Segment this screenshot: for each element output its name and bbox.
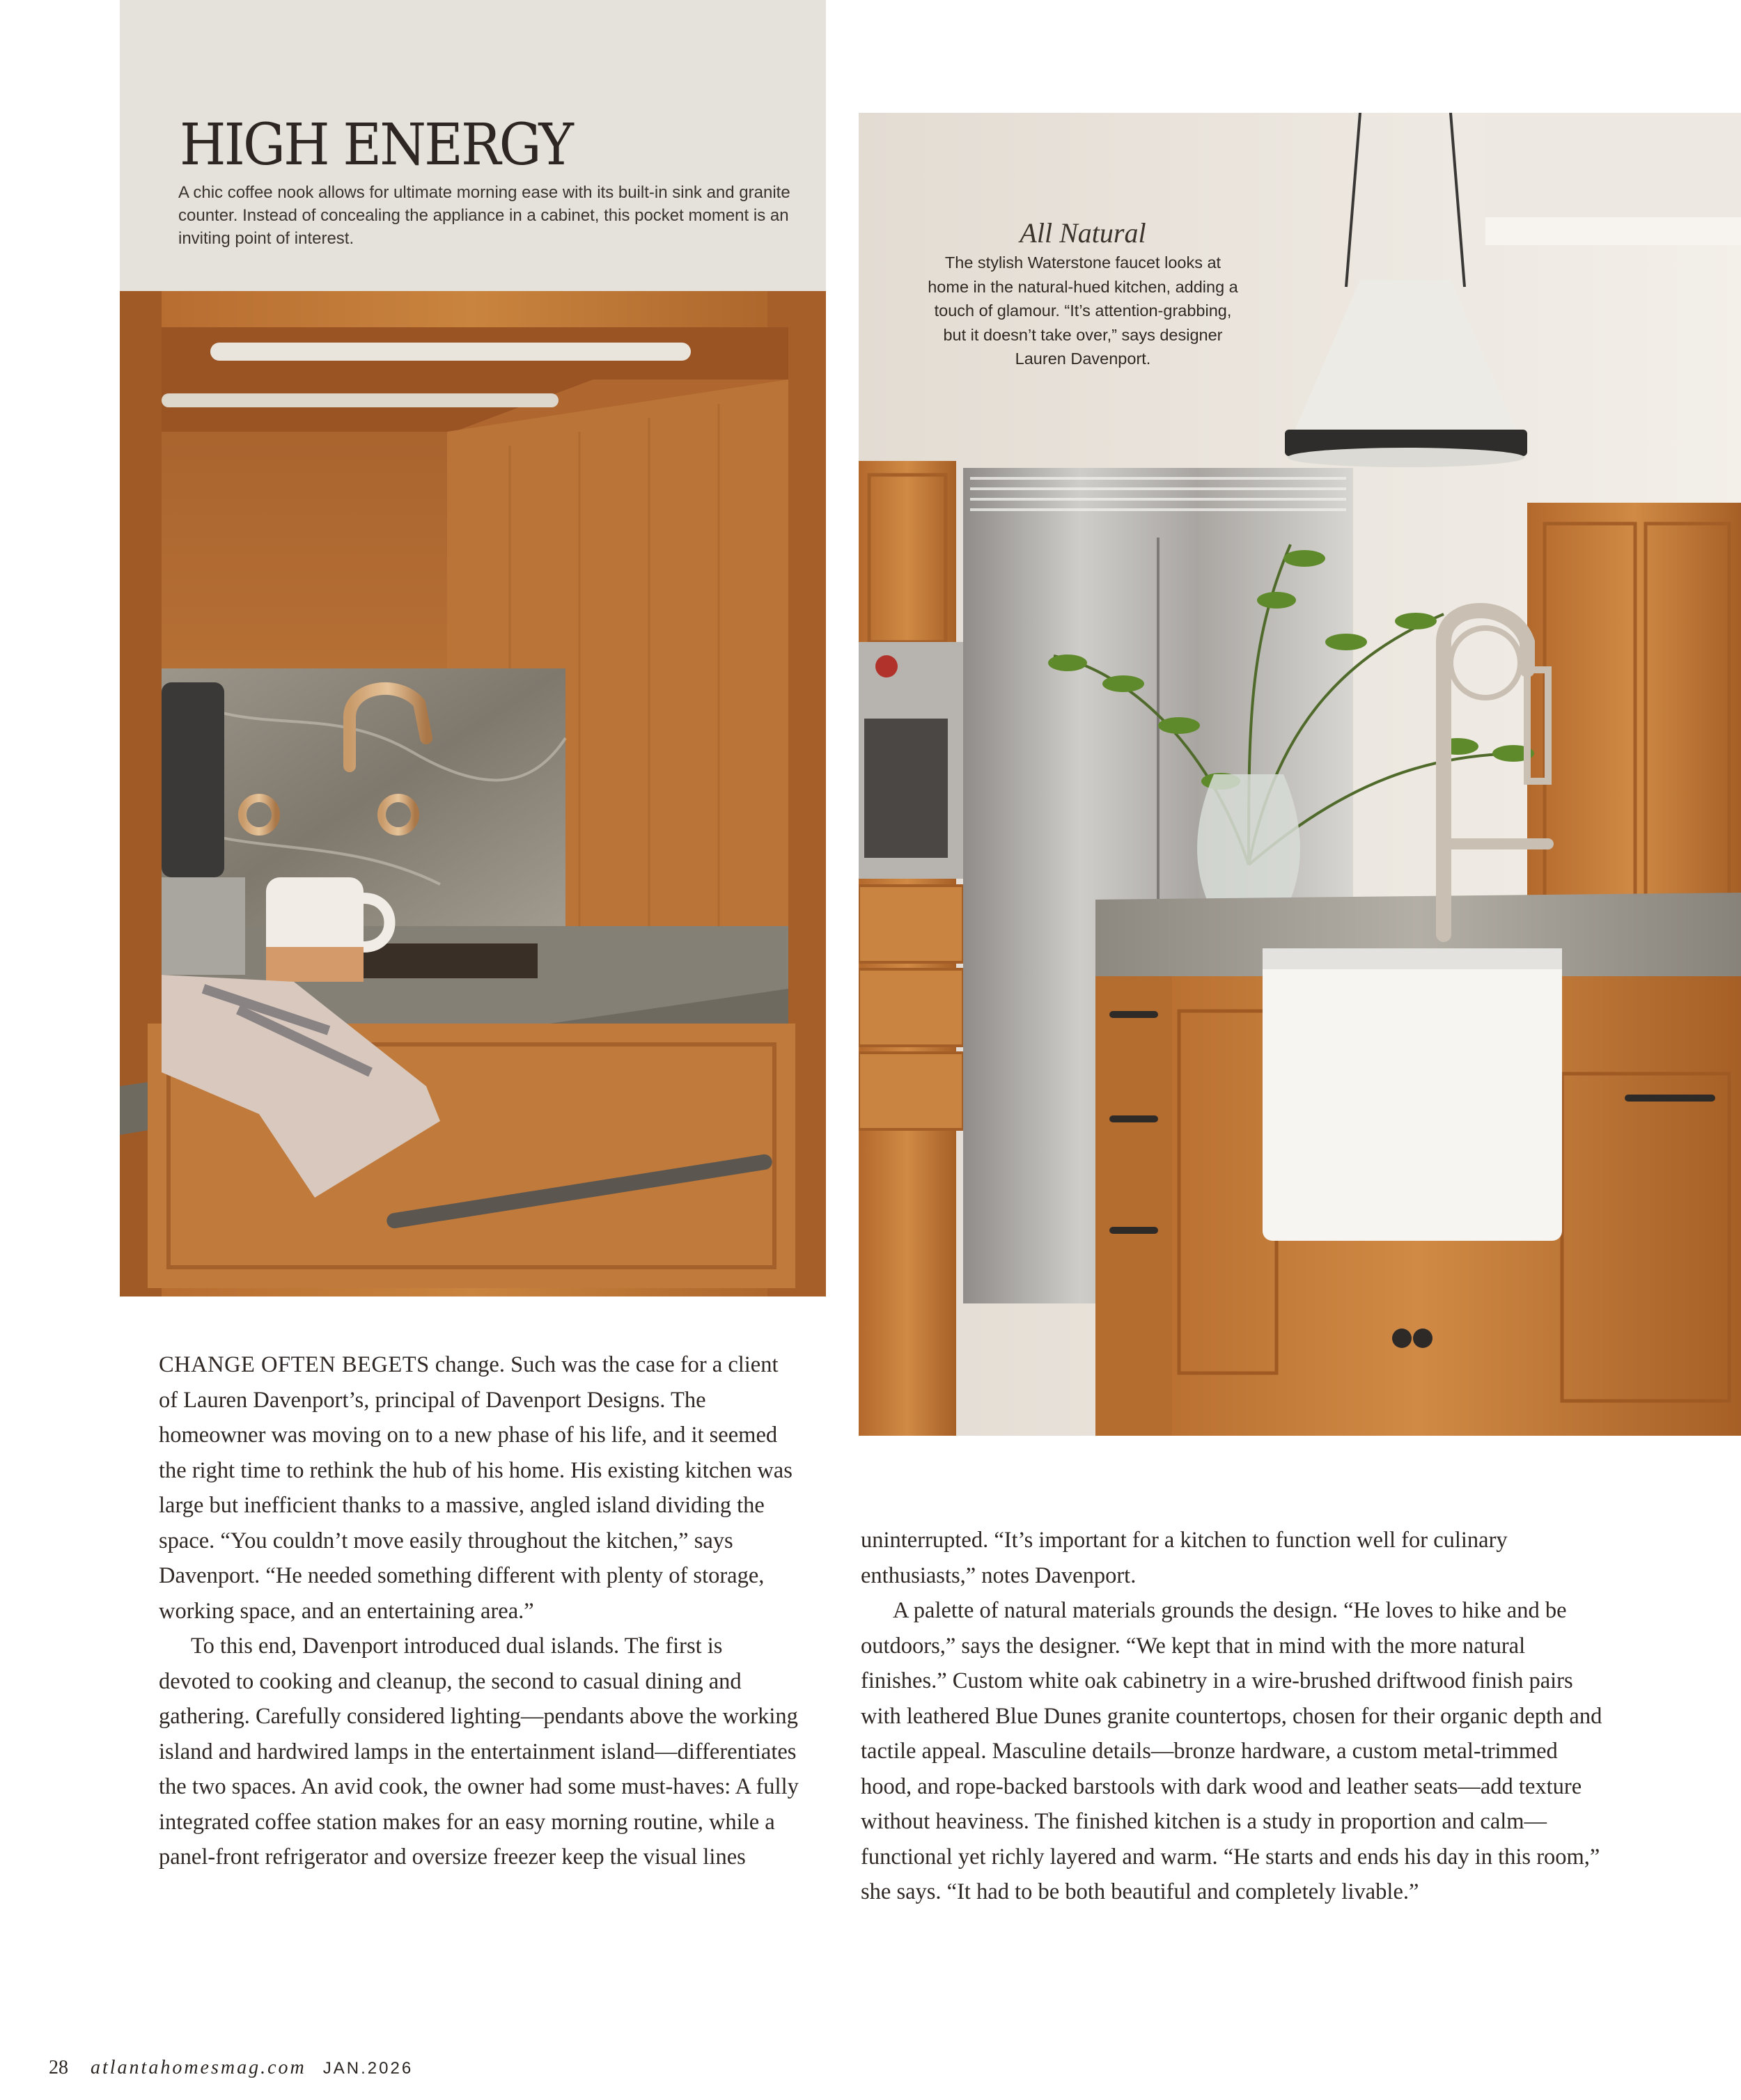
page-footer xyxy=(49,2057,413,2079)
paragraph-text: change. Such was the case for a client of Lauren Davenport’s, principal of Davenport Designs. The homeowner was moving on to a new phase of his life, and it seemed the right time to rethink the hub of his home. His existing kitchen was large but inefficient thanks to a massive, angled island dividing the space. “You couldn’t move easily throughout the kitchen,” says Davenport. “He needed something different with plenty of storage, working space, and an entertaining area.” xyxy=(159,1352,793,1624)
body-column-left xyxy=(159,1347,799,1875)
body-paragraph: A palette of natural materials grounds the design. “He loves to hike and be outdoors,” says the designer. “We kept that in mind with the more natural finishes.” Custom white oak cabinetry in a wire-brushed driftwood finish pairs with leathered Blue Dunes granite countertops, chosen for their organic depth and tactile appeal. Masculine details—bronze hardware, a custom metal-trimmed hood, and rope-backed barstools with dark wood and leather seats—add texture without heaviness. The finished kitchen is a study in proportion and calm—functional yet richly layered and warm. “He starts and ends his day in this room,” she says. “It had to be both beautiful and completely livable.” xyxy=(861,1598,1602,1904)
headline: HIGH ENERGY xyxy=(180,112,572,178)
caption-body: The stylish Waterstone faucet looks at home in the natural-hued kitchen, adding a touch of glamour. “It’s attention-grabbing, but it doesn’t take over,” says designer Lauren Davenport. xyxy=(928,253,1238,368)
page-number: 28 xyxy=(49,2057,68,2078)
deck-caption: A chic coffee nook allows for ultimate morning ease with its built-in sink and granite counter. Instead of concealing the appliance in a cabinet, this pocket moment is an inviting point of interest. xyxy=(178,183,790,248)
caption-title: All Natural xyxy=(1020,217,1146,249)
lead-in: CHANGE OFTEN BEGETS xyxy=(159,1352,430,1377)
body-paragraph xyxy=(159,1347,799,1629)
body-paragraph: uninterrupted. “It’s important for a kitchen to function well for culinary enthusiasts,” notes Davenport. xyxy=(861,1528,1508,1588)
issue-date: JAN.2026 xyxy=(322,2059,414,2078)
website-link[interactable]: atlantahomesmag.com xyxy=(91,2057,306,2078)
body-paragraph: To this end, Davenport introduced dual islands. The first is devoted to cooking and cleanup, the second to casual dining and gathering. Carefully considered lighting—pendants above the working island and hardwired lamps in the entertainment island—differentiates the two spaces. An avid cook, the owner had some must-haves: A fully integrated coffee station makes for an easy morning routine, while a panel-front refrigerator and oversize freezer keep the visual lines xyxy=(159,1633,799,1870)
body-column-right xyxy=(861,1523,1606,1910)
